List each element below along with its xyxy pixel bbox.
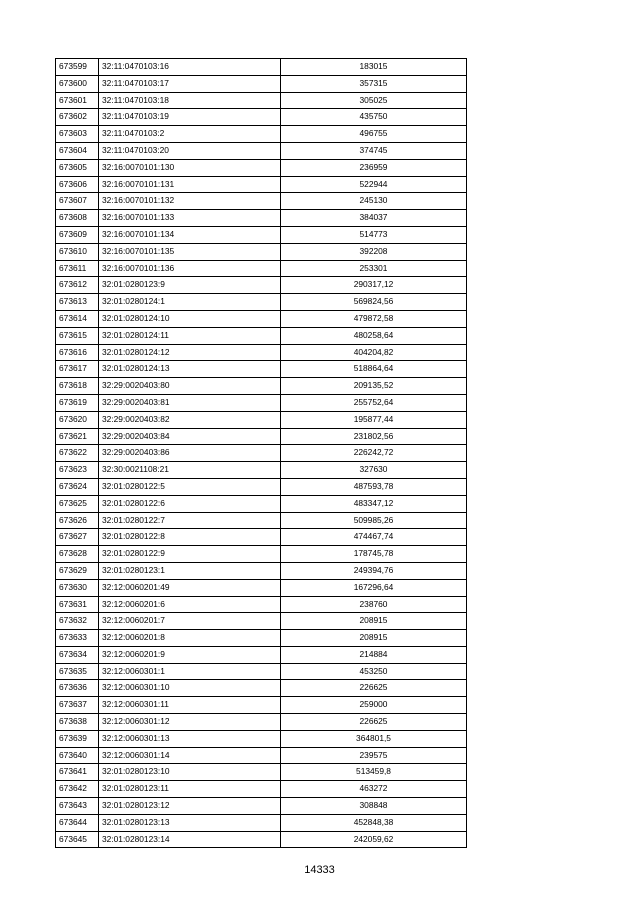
value-cell: 253301 xyxy=(281,260,467,277)
table-row xyxy=(56,546,467,563)
table-row xyxy=(56,445,467,462)
cadastral-number-cell: 32:01:0280122:6 xyxy=(99,495,281,512)
table-row xyxy=(56,646,467,663)
row-id-cell: 673640 xyxy=(56,747,99,764)
table-row xyxy=(56,831,467,848)
table-row xyxy=(56,478,467,495)
table-row xyxy=(56,126,467,143)
row-id-cell: 673637 xyxy=(56,697,99,714)
value-cell: 463272 xyxy=(281,781,467,798)
table-row xyxy=(56,142,467,159)
value-cell: 239575 xyxy=(281,747,467,764)
row-id-cell: 673611 xyxy=(56,260,99,277)
value-cell: 392208 xyxy=(281,243,467,260)
value-cell: 509985,26 xyxy=(281,512,467,529)
cadastral-number-cell: 32:16:0070101:133 xyxy=(99,210,281,227)
value-cell: 226625 xyxy=(281,714,467,731)
table-row xyxy=(56,92,467,109)
value-cell: 513459,8 xyxy=(281,764,467,781)
table-row xyxy=(56,512,467,529)
value-cell: 522944 xyxy=(281,176,467,193)
table-row xyxy=(56,294,467,311)
row-id-cell: 673612 xyxy=(56,277,99,294)
table-row xyxy=(56,680,467,697)
row-id-cell: 673601 xyxy=(56,92,99,109)
table-row xyxy=(56,378,467,395)
cadastral-number-cell: 32:29:0020403:81 xyxy=(99,394,281,411)
row-id-cell: 673609 xyxy=(56,226,99,243)
value-cell: 308848 xyxy=(281,798,467,815)
value-cell: 453250 xyxy=(281,663,467,680)
value-cell: 208915 xyxy=(281,630,467,647)
cadastral-number-cell: 32:01:0280122:9 xyxy=(99,546,281,563)
cadastral-number-cell: 32:16:0070101:131 xyxy=(99,176,281,193)
cadastral-number-cell: 32:12:0060301:13 xyxy=(99,730,281,747)
value-cell: 290317,12 xyxy=(281,277,467,294)
value-cell: 480258,64 xyxy=(281,327,467,344)
table-row xyxy=(56,630,467,647)
value-cell: 384037 xyxy=(281,210,467,227)
cadastral-number-cell: 32:01:0280123:11 xyxy=(99,781,281,798)
cadastral-number-cell: 32:01:0280123:13 xyxy=(99,814,281,831)
cadastral-number-cell: 32:11:0470103:19 xyxy=(99,109,281,126)
row-id-cell: 673636 xyxy=(56,680,99,697)
table-row xyxy=(56,59,467,76)
cadastral-number-cell: 32:16:0070101:134 xyxy=(99,226,281,243)
row-id-cell: 673638 xyxy=(56,714,99,731)
value-cell: 496755 xyxy=(281,126,467,143)
table-row xyxy=(56,764,467,781)
table-row xyxy=(56,428,467,445)
table-row xyxy=(56,159,467,176)
data-table xyxy=(55,58,467,848)
cadastral-number-cell: 32:12:0060201:8 xyxy=(99,630,281,647)
table-row xyxy=(56,411,467,428)
value-cell: 357315 xyxy=(281,75,467,92)
cadastral-number-cell: 32:16:0070101:130 xyxy=(99,159,281,176)
table-body xyxy=(56,59,467,848)
row-id-cell: 673600 xyxy=(56,75,99,92)
value-cell: 238760 xyxy=(281,596,467,613)
table-row xyxy=(56,714,467,731)
table-row xyxy=(56,814,467,831)
value-cell: 435750 xyxy=(281,109,467,126)
value-cell: 518864,64 xyxy=(281,361,467,378)
value-cell: 245130 xyxy=(281,193,467,210)
table-row xyxy=(56,697,467,714)
row-id-cell: 673628 xyxy=(56,546,99,563)
table-row xyxy=(56,596,467,613)
value-cell: 374745 xyxy=(281,142,467,159)
cadastral-number-cell: 32:01:0280124:1 xyxy=(99,294,281,311)
cadastral-number-cell: 32:12:0060301:11 xyxy=(99,697,281,714)
row-id-cell: 673608 xyxy=(56,210,99,227)
table-row xyxy=(56,226,467,243)
table-row xyxy=(56,495,467,512)
row-id-cell: 673625 xyxy=(56,495,99,512)
value-cell: 479872,58 xyxy=(281,310,467,327)
cadastral-number-cell: 32:16:0070101:135 xyxy=(99,243,281,260)
cadastral-number-cell: 32:01:0280124:13 xyxy=(99,361,281,378)
cadastral-number-cell: 32:16:0070101:136 xyxy=(99,260,281,277)
value-cell: 231802,56 xyxy=(281,428,467,445)
value-cell: 514773 xyxy=(281,226,467,243)
value-cell: 483347,12 xyxy=(281,495,467,512)
table-row xyxy=(56,243,467,260)
table-row xyxy=(56,310,467,327)
row-id-cell: 673610 xyxy=(56,243,99,260)
cadastral-number-cell: 32:12:0060201:49 xyxy=(99,579,281,596)
row-id-cell: 673620 xyxy=(56,411,99,428)
cadastral-number-cell: 32:29:0020403:80 xyxy=(99,378,281,395)
cadastral-number-cell: 32:11:0470103:17 xyxy=(99,75,281,92)
table-row xyxy=(56,798,467,815)
table-row xyxy=(56,663,467,680)
cadastral-number-cell: 32:11:0470103:20 xyxy=(99,142,281,159)
table-row xyxy=(56,193,467,210)
value-cell: 167296,64 xyxy=(281,579,467,596)
value-cell: 226625 xyxy=(281,680,467,697)
page-number: 14333 xyxy=(304,864,335,876)
cadastral-number-cell: 32:12:0060301:1 xyxy=(99,663,281,680)
table-row xyxy=(56,75,467,92)
cadastral-number-cell: 32:12:0060301:12 xyxy=(99,714,281,731)
row-id-cell: 673606 xyxy=(56,176,99,193)
cadastral-number-cell: 32:16:0070101:132 xyxy=(99,193,281,210)
row-id-cell: 673635 xyxy=(56,663,99,680)
cadastral-number-cell: 32:01:0280122:7 xyxy=(99,512,281,529)
value-cell: 327630 xyxy=(281,462,467,479)
value-cell: 249394,76 xyxy=(281,562,467,579)
value-cell: 242059,62 xyxy=(281,831,467,848)
table-row xyxy=(56,327,467,344)
table-row xyxy=(56,260,467,277)
cadastral-number-cell: 32:11:0470103:18 xyxy=(99,92,281,109)
row-id-cell: 673619 xyxy=(56,394,99,411)
cadastral-number-cell: 32:01:0280124:10 xyxy=(99,310,281,327)
row-id-cell: 673621 xyxy=(56,428,99,445)
table-row xyxy=(56,109,467,126)
row-id-cell: 673629 xyxy=(56,562,99,579)
row-id-cell: 673633 xyxy=(56,630,99,647)
row-id-cell: 673614 xyxy=(56,310,99,327)
table-row xyxy=(56,344,467,361)
table-row xyxy=(56,277,467,294)
value-cell: 183015 xyxy=(281,59,467,76)
cadastral-number-cell: 32:12:0060301:14 xyxy=(99,747,281,764)
value-cell: 452848,38 xyxy=(281,814,467,831)
row-id-cell: 673641 xyxy=(56,764,99,781)
row-id-cell: 673618 xyxy=(56,378,99,395)
cadastral-number-cell: 32:01:0280124:12 xyxy=(99,344,281,361)
cadastral-number-cell: 32:12:0060301:10 xyxy=(99,680,281,697)
table-row xyxy=(56,613,467,630)
cadastral-number-cell: 32:29:0020403:82 xyxy=(99,411,281,428)
row-id-cell: 673615 xyxy=(56,327,99,344)
value-cell: 195877,44 xyxy=(281,411,467,428)
table-row xyxy=(56,394,467,411)
table-row xyxy=(56,361,467,378)
value-cell: 404204,82 xyxy=(281,344,467,361)
cadastral-number-cell: 32:01:0280123:14 xyxy=(99,831,281,848)
value-cell: 487593,78 xyxy=(281,478,467,495)
row-id-cell: 673605 xyxy=(56,159,99,176)
cadastral-number-cell: 32:01:0280123:9 xyxy=(99,277,281,294)
cadastral-number-cell: 32:12:0060201:7 xyxy=(99,613,281,630)
value-cell: 255752,64 xyxy=(281,394,467,411)
row-id-cell: 673624 xyxy=(56,478,99,495)
table-row xyxy=(56,562,467,579)
row-id-cell: 673630 xyxy=(56,579,99,596)
row-id-cell: 673626 xyxy=(56,512,99,529)
value-cell: 569824,56 xyxy=(281,294,467,311)
value-cell: 474467,74 xyxy=(281,529,467,546)
table-row xyxy=(56,210,467,227)
row-id-cell: 673603 xyxy=(56,126,99,143)
value-cell: 226242,72 xyxy=(281,445,467,462)
value-cell: 214884 xyxy=(281,646,467,663)
row-id-cell: 673634 xyxy=(56,646,99,663)
value-cell: 364801,5 xyxy=(281,730,467,747)
value-cell: 259000 xyxy=(281,697,467,714)
cadastral-number-cell: 32:11:0470103:2 xyxy=(99,126,281,143)
row-id-cell: 673616 xyxy=(56,344,99,361)
cadastral-number-cell: 32:01:0280123:12 xyxy=(99,798,281,815)
cadastral-number-cell: 32:29:0020403:84 xyxy=(99,428,281,445)
cadastral-number-cell: 32:01:0280123:1 xyxy=(99,562,281,579)
value-cell: 305025 xyxy=(281,92,467,109)
value-cell: 209135,52 xyxy=(281,378,467,395)
cadastral-number-cell: 32:29:0020403:86 xyxy=(99,445,281,462)
table-row xyxy=(56,176,467,193)
table-row xyxy=(56,781,467,798)
value-cell: 178745,78 xyxy=(281,546,467,563)
table-row xyxy=(56,579,467,596)
row-id-cell: 673604 xyxy=(56,142,99,159)
row-id-cell: 673622 xyxy=(56,445,99,462)
cadastral-number-cell: 32:01:0280122:5 xyxy=(99,478,281,495)
value-cell: 236959 xyxy=(281,159,467,176)
cadastral-number-cell: 32:01:0280122:8 xyxy=(99,529,281,546)
value-cell: 208915 xyxy=(281,613,467,630)
row-id-cell: 673602 xyxy=(56,109,99,126)
cadastral-number-cell: 32:30:0021108:21 xyxy=(99,462,281,479)
table-row xyxy=(56,462,467,479)
cadastral-number-cell: 32:11:0470103:16 xyxy=(99,59,281,76)
cadastral-number-cell: 32:01:0280124:11 xyxy=(99,327,281,344)
cadastral-number-cell: 32:12:0060201:6 xyxy=(99,596,281,613)
row-id-cell: 673643 xyxy=(56,798,99,815)
table-row xyxy=(56,747,467,764)
row-id-cell: 673632 xyxy=(56,613,99,630)
row-id-cell: 673642 xyxy=(56,781,99,798)
row-id-cell: 673617 xyxy=(56,361,99,378)
row-id-cell: 673644 xyxy=(56,814,99,831)
row-id-cell: 673607 xyxy=(56,193,99,210)
cadastral-number-cell: 32:01:0280123:10 xyxy=(99,764,281,781)
row-id-cell: 673631 xyxy=(56,596,99,613)
row-id-cell: 673645 xyxy=(56,831,99,848)
row-id-cell: 673623 xyxy=(56,462,99,479)
row-id-cell: 673613 xyxy=(56,294,99,311)
row-id-cell: 673639 xyxy=(56,730,99,747)
table-row xyxy=(56,529,467,546)
cadastral-number-cell: 32:12:0060201:9 xyxy=(99,646,281,663)
table-row xyxy=(56,730,467,747)
row-id-cell: 673627 xyxy=(56,529,99,546)
row-id-cell: 673599 xyxy=(56,59,99,76)
